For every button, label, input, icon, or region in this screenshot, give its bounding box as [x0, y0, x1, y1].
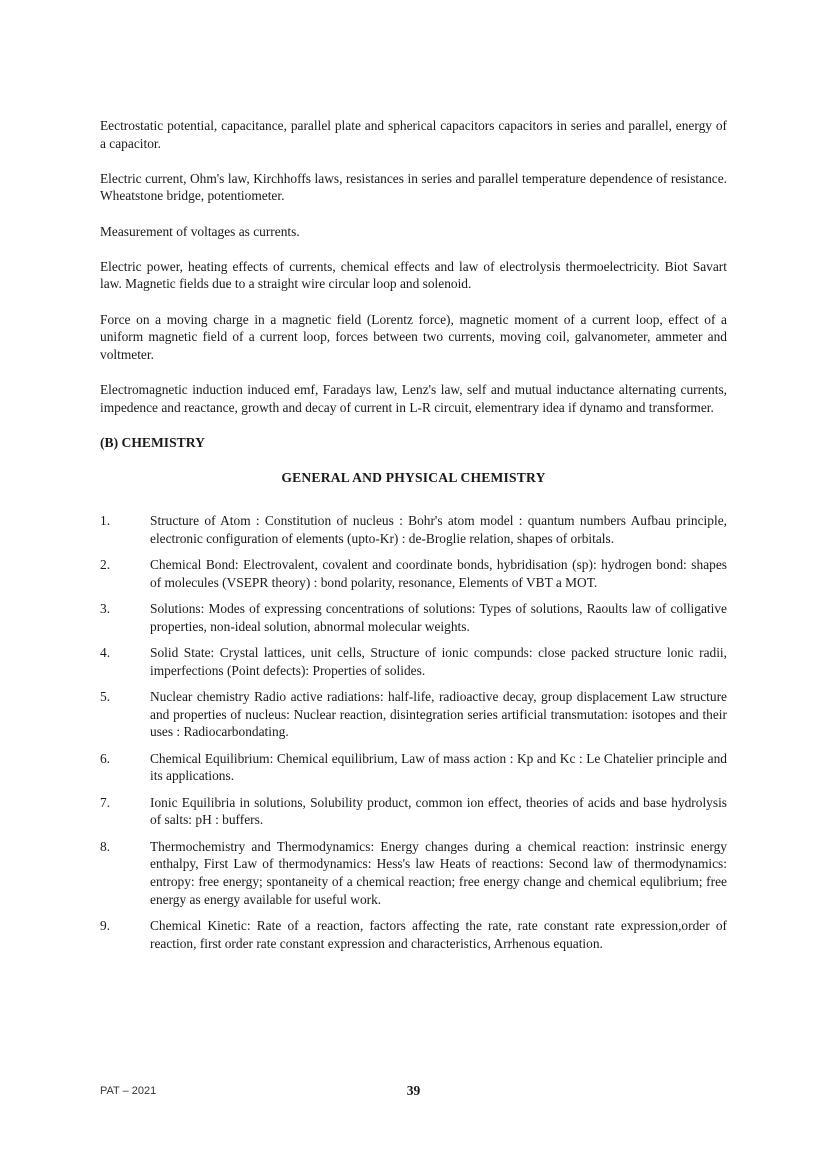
list-item-text: Chemical Bond: Electrovalent, covalent and coordinate bonds, hybridisation (sp): hydrogen bond: shapes of molecules (VSEPR theory) : bond polarity, resonance, Elements of VBT a MOT. [150, 557, 727, 590]
physics-paragraph-1: Eectrostatic potential, capacitance, parallel plate and spherical capacitors capacitors in series and parallel, energy of a capacitor. [100, 118, 727, 151]
list-item [100, 750, 727, 785]
list-item [100, 644, 727, 679]
list-item-number: 2. [100, 557, 111, 573]
list-item [100, 688, 727, 741]
list-item-text: Chemical Equilibrium: Chemical equilibrium, Law of mass action : Kp and Kc : Le Chatelier principle and its applications. [150, 750, 727, 784]
list-item [100, 600, 727, 635]
physics-paragraph-2: Electric current, Ohm's law, Kirchhoffs laws, resistances in series and parallel temperature dependence of resistance. Wheatstone bridge, potentiometer. [100, 170, 727, 204]
list-item-text: Structure of Atom : Constitution of nucleus : Bohr's atom model : quantum numbers Aufbau principle, electronic configuration of elements (upto-Kr) : de-Broglie relation, shapes of orbitals. [150, 513, 727, 546]
list-item-text: Solutions: Modes of expressing concentrations of solutions: Types of solutions, Raoults law of colligative properties, non-ideal solution, abnormal molecular weights. [150, 601, 727, 634]
physics-paragraph-3: Measurement of voltages as currents. [100, 223, 300, 239]
list-item [100, 512, 727, 547]
section-heading: (B) CHEMISTRY [100, 434, 205, 450]
physics-paragraph-5: Force on a moving charge in a magnetic field (Lorentz force), magnetic moment of a current loop, effect of a uniform magnetic field of a current loop, forces between two currents, moving coil, galvanometer, ammeter and voltmeter. [100, 311, 727, 362]
footer-exam-label: PAT – 2021 [100, 1085, 157, 1097]
subsection-heading: GENERAL AND PHYSICAL CHEMISTRY [281, 469, 546, 485]
list-item [100, 838, 727, 908]
list-item [100, 794, 727, 829]
list-item-text: Ionic Equilibria in solutions, Solubility product, common ion effect, theories of acids and base hydrolysis of salts: pH : buffers. [150, 794, 727, 828]
list-item-text: Nuclear chemistry Radio active radiations: half-life, radioactive decay, group displacement Law structure and properties of nucleus: Nuclear reaction, disintegration series artificial transmutation: isotopes and their uses : Radiocarbondating. [150, 689, 727, 740]
list-item-text: Chemical Kinetic: Rate of a reaction, factors affecting the rate, rate constant rate expression,order of reaction, first order rate constant expression and characteristics, Arrhenous equation. [150, 917, 727, 951]
list-item-number: 5. [100, 689, 111, 705]
list-item-text: Solid State: Crystal lattices, unit cells, Structure of ionic compunds: close packed structure lonic radii, imperfections (Point defects): Properties of solides. [150, 645, 727, 678]
list-item-number: 6. [100, 750, 111, 766]
list-item-number: 4. [100, 645, 111, 661]
list-item-number: 7. [100, 794, 111, 810]
physics-paragraph-4: Electric power, heating effects of currents, chemical effects and law of electrolysis thermoelectricity. Biot Savart law. Magnetic fields due to a straight wire circular loop and solenoid. [100, 258, 727, 292]
page-content [100, 117, 727, 961]
page-number: 39 [406, 1083, 421, 1098]
list-item [100, 917, 727, 952]
list-item [100, 556, 727, 591]
list-item-number: 1. [100, 513, 111, 529]
physics-paragraph-6: Electromagnetic induction induced emf, Faradays law, Lenz's law, self and mutual inductance alternating currents, impedence and reactance, growth and decay of current in L-R circuit, elementrary idea if dynamo and transformer. [100, 381, 727, 415]
list-item-number: 8. [100, 838, 111, 854]
list-item-text: Thermochemistry and Thermodynamics: Energy changes during a chemical reaction: instrinsic energy enthalpy, First Law of thermodynamics: Hess's law Heats of reactions: Second law of thermodynamics: entropy: free energy; spontaneity of a chemical reaction; free energy change and chemical equlibrium; free energy as energy available for useful work. [150, 838, 727, 907]
list-item-number: 9. [100, 917, 111, 933]
list-item-number: 3. [100, 601, 111, 617]
